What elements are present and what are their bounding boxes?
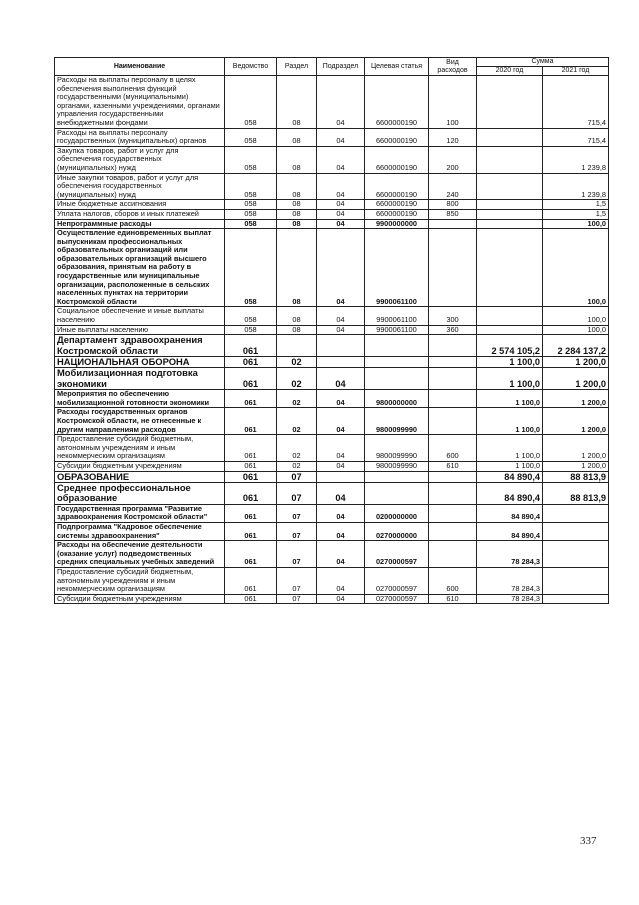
cell-subsection: 04 — [317, 504, 365, 522]
cell-2021: 88 813,9 — [543, 483, 609, 505]
cell-2020 — [477, 307, 543, 325]
cell-section: 08 — [277, 200, 317, 210]
header-type: Вид расходов — [429, 58, 477, 76]
cell-2021: 100,0 — [543, 229, 609, 307]
cell-dept: 061 — [225, 390, 277, 408]
cell-type: 610 — [429, 594, 477, 604]
cell-target: 0270000000 — [365, 523, 429, 541]
cell-target: 9900000000 — [365, 219, 429, 229]
cell-type — [429, 357, 477, 368]
cell-dept: 061 — [225, 462, 277, 472]
header-subsection: Подраздел — [317, 58, 365, 76]
cell-type — [429, 541, 477, 568]
cell-section: 07 — [277, 523, 317, 541]
cell-section: 07 — [277, 567, 317, 594]
cell-section: 02 — [277, 462, 317, 472]
cell-dept: 061 — [225, 483, 277, 505]
cell-2020 — [477, 229, 543, 307]
cell-2021: 1 200,0 — [543, 368, 609, 390]
cell-2021: 715,4 — [543, 128, 609, 146]
cell-2020: 78 284,3 — [477, 594, 543, 604]
cell-section: 02 — [277, 408, 317, 435]
cell-2020 — [477, 219, 543, 229]
cell-2020: 1 100,0 — [477, 408, 543, 435]
header-2021: 2021 год — [543, 67, 609, 76]
cell-2020: 1 100,0 — [477, 368, 543, 390]
table-row — [55, 200, 609, 210]
cell-type: 200 — [429, 146, 477, 173]
cell-target: 9900061100 — [365, 307, 429, 325]
cell-target — [365, 368, 429, 390]
cell-dept: 058 — [225, 146, 277, 173]
cell-type — [429, 408, 477, 435]
cell-dept: 058 — [225, 219, 277, 229]
table-row — [55, 128, 609, 146]
cell-section: 02 — [277, 368, 317, 390]
cell-2020: 1 100,0 — [477, 357, 543, 368]
cell-2020 — [477, 209, 543, 219]
cell-name: Непрограммные расходы — [55, 219, 225, 229]
header-section: Раздел — [277, 58, 317, 76]
cell-name: Расходы на обеспечение деятельности (оказание услуг) подведомственных средних специальных учебных заведений — [55, 541, 225, 568]
cell-name: Иные выплаты населению — [55, 325, 225, 335]
cell-dept: 058 — [225, 173, 277, 200]
cell-target — [365, 483, 429, 505]
cell-name: Департамент здравоохранения Костромской области — [55, 335, 225, 357]
cell-section: 08 — [277, 173, 317, 200]
cell-subsection: 04 — [317, 219, 365, 229]
cell-target: 6600000190 — [365, 76, 429, 129]
cell-section — [277, 335, 317, 357]
cell-2020: 1 100,0 — [477, 390, 543, 408]
cell-dept: 061 — [225, 541, 277, 568]
table-row — [55, 173, 609, 200]
cell-target: 6600000190 — [365, 209, 429, 219]
cell-2021: 1,5 — [543, 200, 609, 210]
cell-section: 07 — [277, 541, 317, 568]
table-row — [55, 146, 609, 173]
cell-dept: 058 — [225, 200, 277, 210]
cell-subsection: 04 — [317, 173, 365, 200]
header-2020: 2020 год — [477, 67, 543, 76]
cell-name: Расходы на выплаты персоналу государственных (муниципальных) органов — [55, 128, 225, 146]
cell-dept: 061 — [225, 335, 277, 357]
table-row — [55, 435, 609, 462]
cell-name: Закупка товаров, работ и услуг для обеспечения государственных (муниципальных) нужд — [55, 146, 225, 173]
cell-target — [365, 471, 429, 482]
cell-type: 300 — [429, 307, 477, 325]
cell-2020 — [477, 146, 543, 173]
cell-name: Мероприятия по обеспечению мобилизационной готовности экономики — [55, 390, 225, 408]
table-row — [55, 335, 609, 357]
cell-type — [429, 368, 477, 390]
table-row — [55, 594, 609, 604]
cell-2020 — [477, 173, 543, 200]
cell-subsection: 04 — [317, 200, 365, 210]
cell-type: 600 — [429, 567, 477, 594]
cell-target: 0270000597 — [365, 567, 429, 594]
cell-type: 360 — [429, 325, 477, 335]
cell-2020 — [477, 325, 543, 335]
cell-section: 07 — [277, 483, 317, 505]
cell-dept: 061 — [225, 357, 277, 368]
cell-type — [429, 523, 477, 541]
budget-table-sheet — [54, 57, 608, 604]
cell-section: 08 — [277, 146, 317, 173]
cell-name: Подпрограмма "Кадровое обеспечение системы здравоохранения" — [55, 523, 225, 541]
cell-subsection: 04 — [317, 390, 365, 408]
table-row — [55, 357, 609, 368]
cell-section: 02 — [277, 435, 317, 462]
cell-subsection: 04 — [317, 146, 365, 173]
cell-type — [429, 390, 477, 408]
cell-type — [429, 229, 477, 307]
cell-2020 — [477, 76, 543, 129]
cell-name: Социальное обеспечение и иные выплаты населению — [55, 307, 225, 325]
cell-name: Расходы на выплаты персоналу в целях обеспечения выполнения функций государственными (муниципальными) органами, казенными учреждениями, органами управления государственными внебюджетными фондами — [55, 76, 225, 129]
cell-type: 850 — [429, 209, 477, 219]
table-row — [55, 523, 609, 541]
cell-subsection — [317, 357, 365, 368]
cell-2021: 1 200,0 — [543, 462, 609, 472]
table-row — [55, 408, 609, 435]
cell-2020: 1 100,0 — [477, 435, 543, 462]
cell-2021: 100,0 — [543, 307, 609, 325]
cell-dept: 061 — [225, 368, 277, 390]
cell-2021 — [543, 594, 609, 604]
cell-target: 0270000597 — [365, 594, 429, 604]
cell-2021: 1 239,8 — [543, 146, 609, 173]
cell-section: 02 — [277, 357, 317, 368]
header-target: Целевая статья — [365, 58, 429, 76]
cell-section: 02 — [277, 390, 317, 408]
cell-target: 9800099990 — [365, 408, 429, 435]
cell-name: Предоставление субсидий бюджетным, автономным учреждениям и иным некоммерческим организациям — [55, 567, 225, 594]
cell-target: 6600000190 — [365, 200, 429, 210]
cell-subsection: 04 — [317, 408, 365, 435]
cell-target: 6600000190 — [365, 128, 429, 146]
cell-2021 — [543, 504, 609, 522]
cell-2020 — [477, 200, 543, 210]
cell-subsection: 04 — [317, 541, 365, 568]
cell-section: 07 — [277, 504, 317, 522]
cell-subsection: 04 — [317, 229, 365, 307]
cell-subsection: 04 — [317, 435, 365, 462]
budget-table — [54, 57, 609, 604]
cell-section: 08 — [277, 76, 317, 129]
header-name: Наименование — [55, 58, 225, 76]
cell-name: НАЦИОНАЛЬНАЯ ОБОРОНА — [55, 357, 225, 368]
cell-subsection: 04 — [317, 325, 365, 335]
cell-section: 08 — [277, 219, 317, 229]
cell-type — [429, 483, 477, 505]
table-row — [55, 307, 609, 325]
cell-subsection: 04 — [317, 567, 365, 594]
cell-target: 9800099990 — [365, 462, 429, 472]
cell-2021 — [543, 523, 609, 541]
cell-name: ОБРАЗОВАНИЕ — [55, 471, 225, 482]
cell-target — [365, 357, 429, 368]
cell-2020: 2 574 105,2 — [477, 335, 543, 357]
cell-subsection: 04 — [317, 462, 365, 472]
header-dept: Ведомство — [225, 58, 277, 76]
cell-dept: 058 — [225, 76, 277, 129]
table-row — [55, 483, 609, 505]
table-row — [55, 567, 609, 594]
cell-2020: 84 890,4 — [477, 504, 543, 522]
cell-2021: 1 200,0 — [543, 435, 609, 462]
cell-subsection: 04 — [317, 128, 365, 146]
cell-2020: 84 890,4 — [477, 483, 543, 505]
cell-name: Уплата налогов, сборов и иных платежей — [55, 209, 225, 219]
cell-dept: 058 — [225, 325, 277, 335]
cell-subsection: 04 — [317, 76, 365, 129]
cell-section: 08 — [277, 128, 317, 146]
cell-section: 08 — [277, 325, 317, 335]
cell-2020: 1 100,0 — [477, 462, 543, 472]
cell-name: Осуществление единовременных выплат выпускникам профессиональных образовательных организаций или образовательных организаций высшего образования, принятым на работу в государственные или муниципальные организации, расположенные в сельских населенных пунктах на территории Костромской области — [55, 229, 225, 307]
cell-type — [429, 335, 477, 357]
cell-type: 240 — [429, 173, 477, 200]
cell-dept: 058 — [225, 128, 277, 146]
cell-dept: 061 — [225, 523, 277, 541]
cell-subsection — [317, 471, 365, 482]
cell-target: 0200000000 — [365, 504, 429, 522]
table-row — [55, 471, 609, 482]
cell-type: 600 — [429, 435, 477, 462]
cell-2021: 2 284 137,2 — [543, 335, 609, 357]
cell-type: 800 — [429, 200, 477, 210]
cell-target: 6600000190 — [365, 173, 429, 200]
cell-type — [429, 219, 477, 229]
cell-name: Расходы государственных органов Костромской области, не отнесенные к другим направлениям расходов — [55, 408, 225, 435]
cell-name: Субсидии бюджетным учреждениям — [55, 462, 225, 472]
header-sum: Сумма — [477, 58, 609, 67]
cell-type: 610 — [429, 462, 477, 472]
cell-target: 9900061100 — [365, 325, 429, 335]
cell-section: 07 — [277, 594, 317, 604]
cell-name: Субсидии бюджетным учреждениям — [55, 594, 225, 604]
cell-2020: 78 284,3 — [477, 567, 543, 594]
cell-dept: 058 — [225, 229, 277, 307]
cell-name: Предоставление субсидий бюджетным, автономным учреждениям и иным некоммерческим организациям — [55, 435, 225, 462]
cell-type — [429, 471, 477, 482]
cell-dept: 058 — [225, 209, 277, 219]
table-row — [55, 229, 609, 307]
cell-subsection: 04 — [317, 307, 365, 325]
cell-dept: 061 — [225, 435, 277, 462]
cell-2020: 84 890,4 — [477, 471, 543, 482]
cell-2020: 78 284,3 — [477, 541, 543, 568]
table-row — [55, 209, 609, 219]
cell-2021: 100,0 — [543, 219, 609, 229]
cell-dept: 061 — [225, 594, 277, 604]
cell-name: Мобилизационная подготовка экономики — [55, 368, 225, 390]
cell-dept: 058 — [225, 307, 277, 325]
cell-2021: 1 200,0 — [543, 408, 609, 435]
table-row — [55, 504, 609, 522]
cell-target — [365, 335, 429, 357]
table-row — [55, 390, 609, 408]
table-body — [55, 76, 609, 604]
table-row — [55, 76, 609, 129]
cell-section: 07 — [277, 471, 317, 482]
table-row — [55, 541, 609, 568]
cell-dept: 061 — [225, 567, 277, 594]
table-row — [55, 368, 609, 390]
table-row — [55, 462, 609, 472]
cell-2020: 84 890,4 — [477, 523, 543, 541]
cell-name: Среднее профессиональное образование — [55, 483, 225, 505]
cell-dept: 061 — [225, 471, 277, 482]
cell-2021: 1,5 — [543, 209, 609, 219]
cell-section: 08 — [277, 229, 317, 307]
cell-type: 120 — [429, 128, 477, 146]
cell-target: 6600000190 — [365, 146, 429, 173]
cell-2021: 1 239,8 — [543, 173, 609, 200]
cell-target: 9800099990 — [365, 435, 429, 462]
cell-2021 — [543, 567, 609, 594]
cell-subsection: 04 — [317, 523, 365, 541]
cell-subsection — [317, 335, 365, 357]
cell-name: Государственная программа "Развитие здравоохранения Костромской области" — [55, 504, 225, 522]
cell-2021: 715,4 — [543, 76, 609, 129]
cell-2020 — [477, 128, 543, 146]
cell-2021: 100,0 — [543, 325, 609, 335]
cell-dept: 061 — [225, 408, 277, 435]
cell-dept: 061 — [225, 504, 277, 522]
cell-subsection: 04 — [317, 209, 365, 219]
cell-target: 9800000000 — [365, 390, 429, 408]
cell-section: 08 — [277, 209, 317, 219]
cell-name: Иные закупки товаров, работ и услуг для обеспечения государственных (муниципальных) нужд — [55, 173, 225, 200]
cell-type — [429, 504, 477, 522]
cell-type: 100 — [429, 76, 477, 129]
cell-target: 0270000597 — [365, 541, 429, 568]
cell-subsection: 04 — [317, 483, 365, 505]
cell-2021: 1 200,0 — [543, 390, 609, 408]
cell-subsection: 04 — [317, 594, 365, 604]
page-number: 337 — [580, 835, 597, 847]
cell-subsection: 04 — [317, 368, 365, 390]
cell-section: 08 — [277, 307, 317, 325]
cell-2021: 1 200,0 — [543, 357, 609, 368]
cell-2021 — [543, 541, 609, 568]
cell-name: Иные бюджетные ассигнования — [55, 200, 225, 210]
cell-target: 9900061100 — [365, 229, 429, 307]
cell-2021: 88 813,9 — [543, 471, 609, 482]
